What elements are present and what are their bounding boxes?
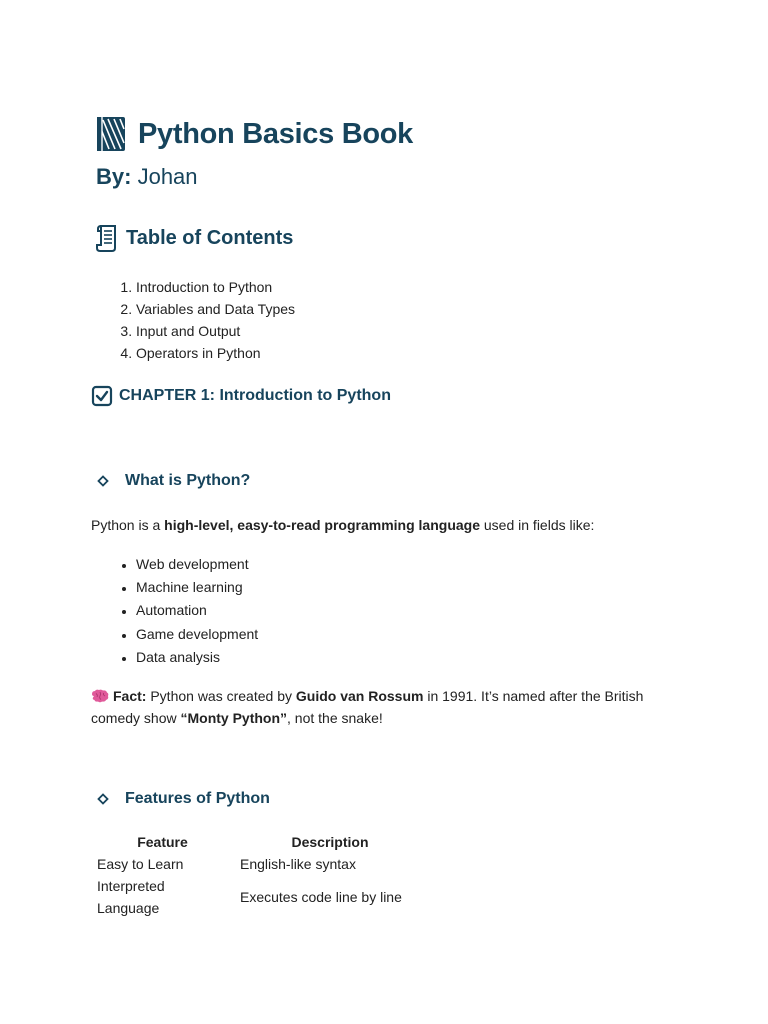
document-title-row — [96, 116, 413, 152]
section-heading-row — [91, 790, 270, 808]
toc-item: 4. Operators in Python — [136, 342, 295, 364]
features-table — [91, 831, 426, 919]
diamond-icon — [97, 793, 109, 805]
list-item: • Automation — [136, 599, 258, 622]
table-cell: Executes code line by line — [240, 889, 402, 905]
notebook-icon — [96, 116, 126, 152]
section-heading-row — [91, 472, 250, 490]
toc-item: 1. Introduction to Python — [136, 276, 295, 298]
fact-paragraph — [91, 685, 691, 729]
toc-item: 3. Input and Output — [136, 320, 295, 342]
brain-icon — [91, 689, 109, 703]
fact-label: Fact: — [113, 688, 147, 704]
checkbox-icon — [91, 385, 113, 407]
section-heading-features: Features of Python — [125, 790, 270, 807]
list-item: • Game development — [136, 623, 258, 646]
document-title: Python Basics Book — [138, 117, 413, 150]
table-header-row — [91, 831, 426, 853]
chapter-heading-row — [91, 385, 391, 407]
list-item: • Data analysis — [136, 646, 258, 669]
column-header: Description — [291, 834, 369, 850]
fact-text: Python was created by — [146, 688, 296, 704]
section-heading-what: What is Python? — [125, 472, 251, 489]
table-cell: Easy to Learn — [97, 856, 184, 872]
author-label: By: — [96, 164, 132, 189]
intro-paragraph — [91, 514, 594, 536]
author-name: Johan — [137, 164, 198, 189]
fact-creator: Guido van Rossum — [295, 688, 424, 704]
author-line — [96, 164, 198, 190]
table-row — [91, 875, 426, 919]
toc-heading-row — [96, 224, 293, 252]
table-cell: Interpreted Language — [97, 878, 165, 916]
toc-heading: Table of Contents — [126, 226, 294, 249]
intro-text: Python is a — [91, 517, 165, 533]
column-header: Feature — [137, 834, 188, 850]
toc-list — [96, 276, 295, 364]
toc-item: 2. Variables and Data Types — [136, 298, 295, 320]
diamond-icon — [97, 475, 109, 487]
intro-text-end: used in fields like: — [480, 517, 595, 533]
fact-text: , not the snake! — [287, 710, 383, 726]
scroll-icon — [96, 224, 118, 252]
list-item: • Machine learning — [136, 576, 258, 599]
list-item: • Web development — [136, 553, 258, 576]
intro-bold: high-level, easy-to-read programming language — [164, 517, 480, 533]
table-row — [91, 853, 426, 875]
chapter-heading: CHAPTER 1: Introduction to Python — [119, 387, 391, 404]
fact-text: in 1991. It’s named after the British comedy show — [91, 688, 644, 726]
fact-show: “Monty Python” — [180, 710, 288, 726]
fields-list — [96, 553, 258, 669]
table-cell: English-like syntax — [240, 856, 356, 872]
